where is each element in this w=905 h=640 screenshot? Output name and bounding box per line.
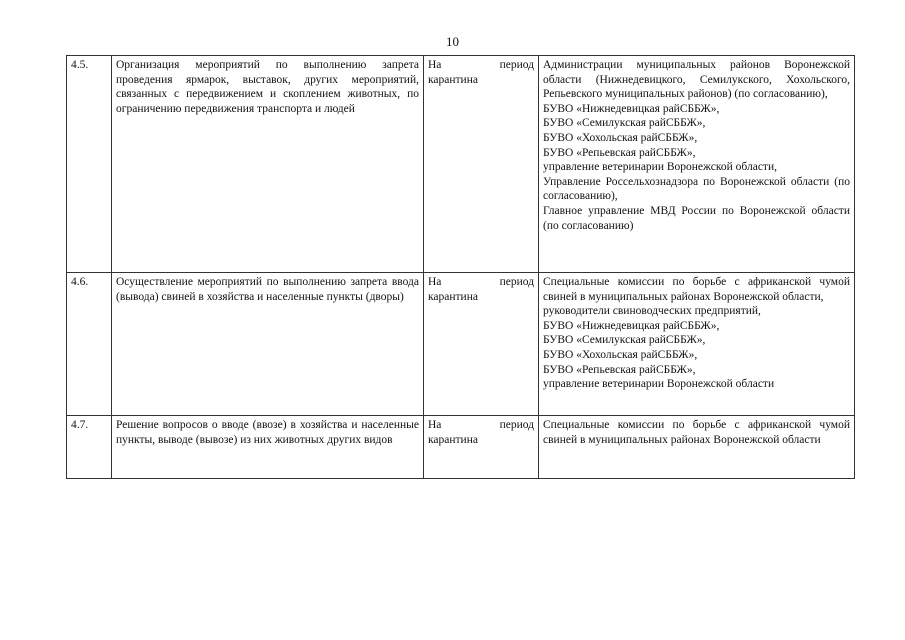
term-cell	[424, 273, 539, 416]
action-text: Осуществление мероприятий по выполнению запрета ввода (вывода) свиней в хозяйства и населенные пункты (дворы)	[112, 273, 424, 416]
responsible-line: управление ветеринарии Воронежской области	[543, 378, 775, 391]
responsible-line: управление ветеринарии Воронежской области,	[543, 161, 777, 174]
action-text: Организация мероприятий по выполнению запрета проведения ярмарок, выставок, других мероприятий, связанных с передвижением и скоплением животных, по ограничению передвижения транспорта и людей	[112, 56, 424, 273]
responsible-line: Управление Россельхознадзора по Воронежской области (по согласованию),	[543, 175, 850, 203]
term-word: период	[499, 419, 534, 431]
table-row	[67, 56, 855, 273]
responsible-cell	[539, 416, 855, 479]
term-cell	[424, 416, 539, 479]
measures-table	[66, 55, 855, 479]
term-word: На	[428, 419, 442, 431]
responsible-line: БУВО «Хохольская райСББЖ»,	[543, 348, 698, 361]
responsible-line: БУВО «Нижнедевицкая райСББЖ»,	[543, 319, 720, 332]
item-number: 4.5.	[67, 56, 112, 273]
responsible-cell	[539, 56, 855, 273]
term-text: карантина	[428, 433, 478, 446]
item-number: 4.7.	[67, 416, 112, 479]
table-row	[67, 273, 855, 416]
responsible-line: Администрации муниципальных районов Воронежской области (Нижнедевицкого, Семилукского, Хохольского, Репьевского муниципальных районов) (по согласованию),	[543, 59, 850, 101]
responsible-line: руководители свиноводческих предприятий,	[543, 305, 761, 318]
responsible-line: БУВО «Нижнедевицкая райСББЖ»,	[543, 102, 720, 115]
term-word: период	[499, 59, 534, 71]
responsible-line: Главное управление МВД России по Воронежской области (по согласованию)	[543, 204, 850, 232]
responsible-line: БУВО «Репьевская райСББЖ»,	[543, 146, 696, 159]
term-word: На	[428, 276, 442, 288]
responsible-line: БУВО «Семилукская райСББЖ»,	[543, 117, 706, 130]
action-text: Решение вопросов о вводе (ввозе) в хозяйства и населенные пункты, выводе (вывозе) из них животных других видов	[112, 416, 424, 479]
responsible-line: Специальные комиссии по борьбе с африканской чумой свиней в муниципальных районах Воронежской области	[543, 419, 850, 446]
responsible-cell	[539, 273, 855, 416]
term-text: карантина	[428, 290, 478, 303]
term-text: карантина	[428, 73, 478, 86]
responsible-line: БУВО «Семилукская райСББЖ»,	[543, 334, 706, 347]
table-row	[67, 416, 855, 479]
responsible-line: БУВО «Репьевская райСББЖ»,	[543, 363, 696, 376]
responsible-line: БУВО «Хохольская райСББЖ»,	[543, 131, 698, 144]
item-number: 4.6.	[67, 273, 112, 416]
term-word: период	[499, 276, 534, 288]
page-number: 10	[446, 34, 459, 49]
term-word: На	[428, 59, 442, 71]
responsible-line: Специальные комиссии по борьбе с африканской чумой свиней в муниципальных районах Воронежской области,	[543, 276, 850, 303]
term-cell	[424, 56, 539, 273]
